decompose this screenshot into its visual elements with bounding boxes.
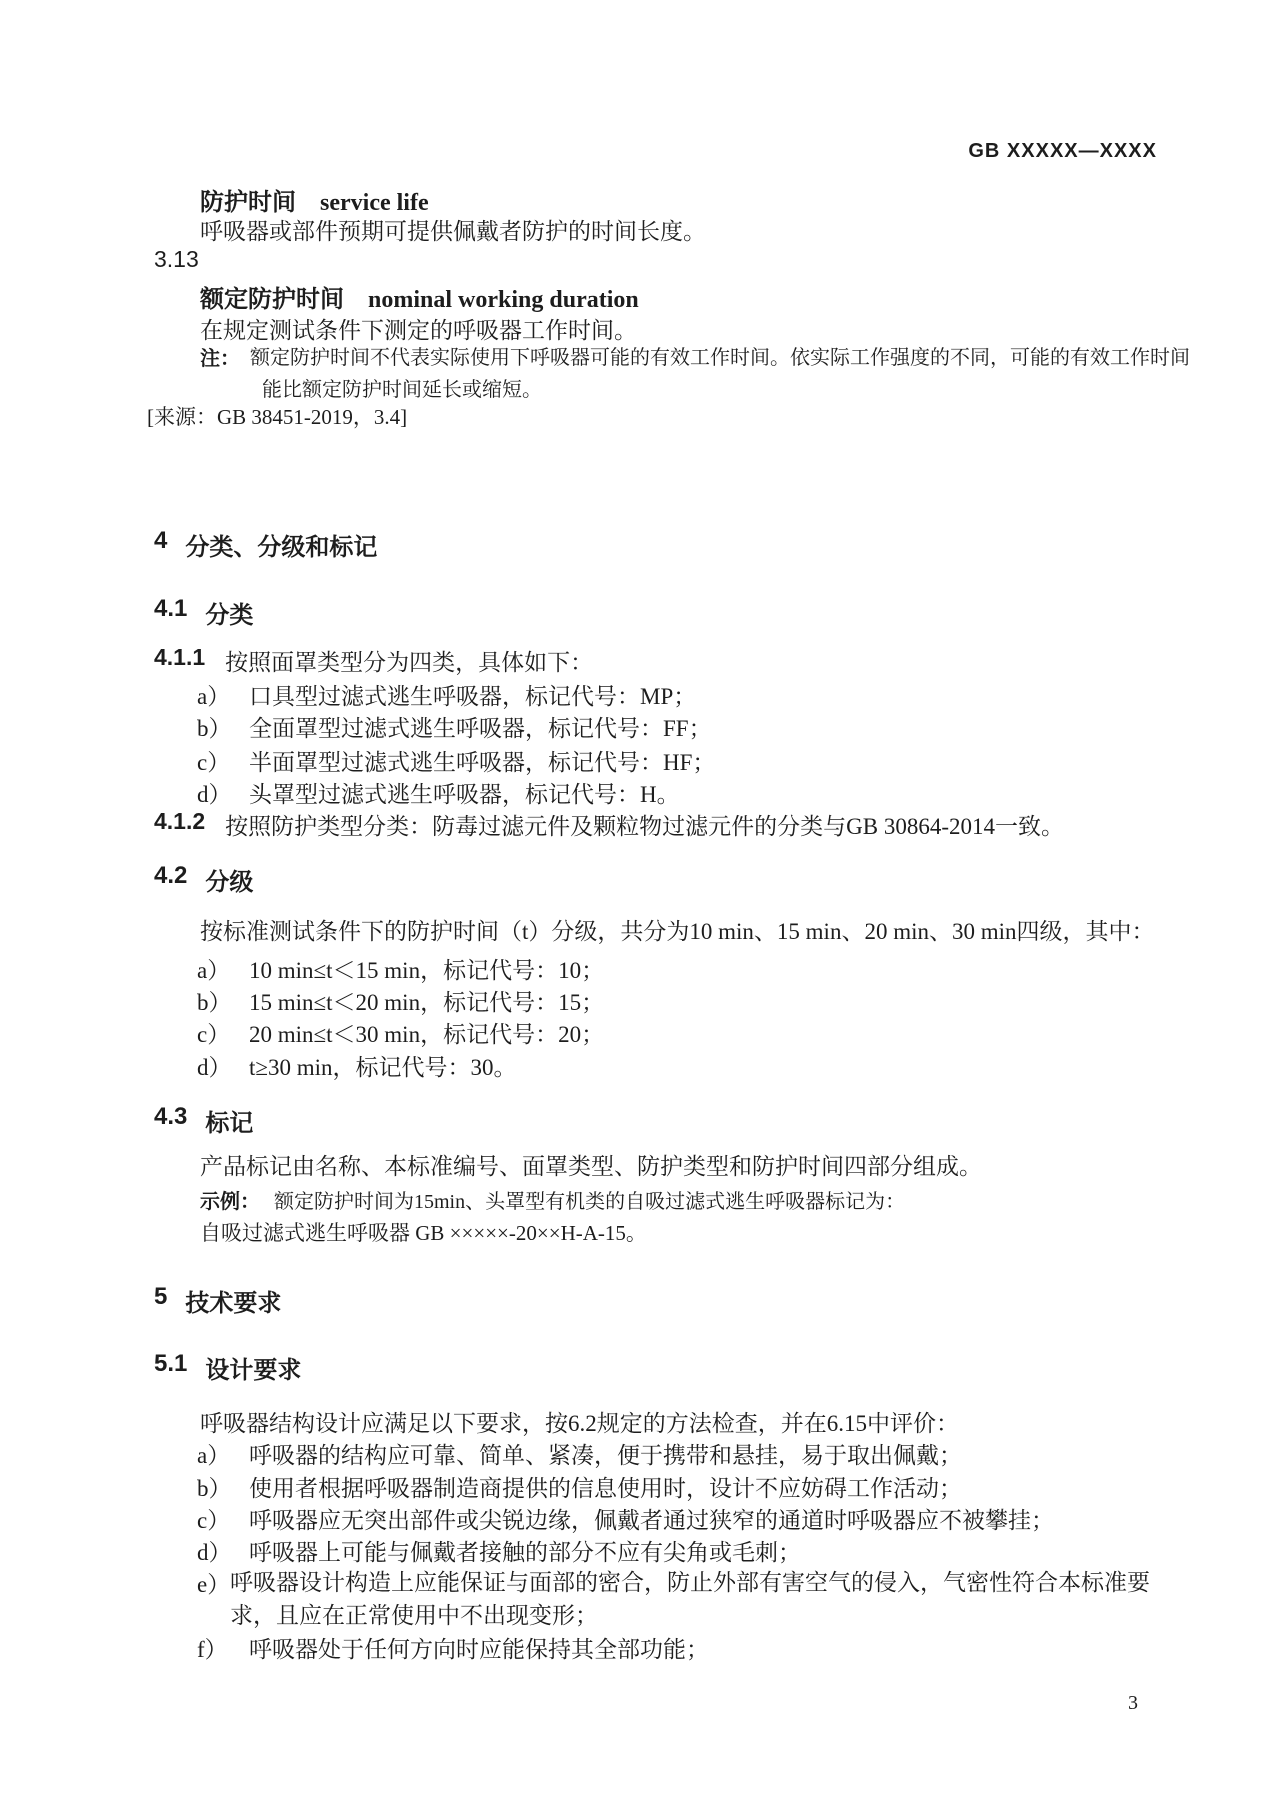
note-line: 能比额定防护时间延长或缩短。 <box>262 379 542 401</box>
note-text <box>250 342 1190 406</box>
standard-number-header: GB XXXXX—XXXX <box>968 140 1157 162</box>
term-heading-nominal-working-duration <box>200 279 639 314</box>
section-title: 技术要求 <box>185 1290 282 1317</box>
term-definition: 呼吸器或部件预期可提供佩戴者防护的时间长度。 <box>200 219 706 244</box>
list-item-label: b） <box>197 1476 232 1501</box>
source-reference: [来源：GB 38451-2019，3.4] <box>147 405 408 429</box>
section-number: 5.1 <box>154 1350 188 1377</box>
list-item <box>197 1437 962 1470</box>
list-item-label: d） <box>197 1055 232 1080</box>
example-block <box>200 1185 905 1214</box>
list-item <box>197 1631 709 1664</box>
clause-number-3-13: 3.13 <box>154 246 199 272</box>
list-item <box>197 776 680 809</box>
list-item-text: 全面罩型过滤式逃生呼吸器，标记代号：FF； <box>249 716 712 741</box>
section-title: 分类 <box>205 602 254 629</box>
list-item-label: a） <box>197 958 231 983</box>
list-item <box>197 710 712 743</box>
section-4-2-heading <box>154 862 253 897</box>
section-number: 5 <box>154 1283 168 1310</box>
list-item-text: 15 min≤t＜20 min，标记代号：15； <box>249 990 605 1015</box>
section-number: 4.2 <box>154 862 188 889</box>
term-heading-service-life <box>200 182 429 217</box>
clause-number: 4.1.1 <box>154 644 206 670</box>
list-item-text: 呼吸器处于任何方向时应能保持其全部功能； <box>249 1637 709 1662</box>
list-item-label: a） <box>197 1443 231 1468</box>
clause-4-1-2 <box>154 808 1064 841</box>
list-item <box>197 678 696 711</box>
term-zh: 额定防护时间 <box>200 286 344 313</box>
list-item <box>197 744 715 777</box>
section-5-heading <box>154 1283 281 1318</box>
clause-text: 按照防护类型分类：防毒过滤元件及颗粒物过滤元件的分类与GB 30864-2014一致。 <box>225 814 1065 839</box>
section-number: 4.1 <box>154 595 188 622</box>
list-item <box>197 1470 962 1503</box>
list-item-label: c） <box>197 1508 231 1533</box>
list-item-text <box>230 1566 1162 1632</box>
note-line: 额定防护时间不代表实际使用下呼吸器可能的有效工作时间。依实际工作强度的不同，可能的有效工作时间 <box>250 347 1190 369</box>
list-item-label: d） <box>197 1540 232 1565</box>
clause-4-2-intro: 按标准测试条件下的防护时间（t）分级，共分为10 min、15 min、20 min、30 min四级，其中： <box>200 919 1155 944</box>
list-item-label: d） <box>197 782 232 807</box>
page-number: 3 <box>1128 1692 1138 1714</box>
list-item-label: b） <box>197 716 232 741</box>
note-label: 注： <box>200 348 240 370</box>
list-item-text: 呼吸器上可能与佩戴者接触的部分不应有尖角或毛刺； <box>249 1540 801 1565</box>
list-item-label: c） <box>197 1022 231 1047</box>
example-label: 示例： <box>200 1191 260 1213</box>
list-item-label: c） <box>197 750 231 775</box>
clause-4-3-body: 产品标记由名称、本标准编号、面罩类型、防护类型和防护时间四部分组成。 <box>200 1154 982 1179</box>
list-item-text: 口具型过滤式逃生呼吸器，标记代号：MP； <box>249 684 697 709</box>
list-item <box>197 1016 604 1049</box>
clause-4-1-1 <box>154 644 593 677</box>
clause-text: 按照面罩类型分为四类，具体如下： <box>225 650 594 675</box>
section-number: 4.3 <box>154 1103 188 1130</box>
list-item-text: 呼吸器的结构应可靠、简单、紧凑，便于携带和悬挂，易于取出佩戴； <box>249 1443 962 1468</box>
term-en: service life <box>320 190 429 216</box>
section-title: 标记 <box>205 1110 254 1137</box>
list-item-text: 10 min≤t＜15 min，标记代号：10； <box>249 958 605 983</box>
list-item-text: 半面罩型过滤式逃生呼吸器，标记代号：HF； <box>249 750 716 775</box>
list-item-text: 使用者根据呼吸器制造商提供的信息使用时，设计不应妨碍工作活动； <box>249 1476 962 1501</box>
note-block <box>200 342 1190 406</box>
list-item <box>197 1534 801 1567</box>
section-4-1-heading <box>154 595 253 630</box>
list-item <box>197 984 604 1017</box>
list-item-label: e） <box>197 1572 231 1597</box>
term-en: nominal working duration <box>368 287 639 313</box>
clause-5-1-intro: 呼吸器结构设计应满足以下要求，按6.2规定的方法检查，并在6.15中评价： <box>200 1411 959 1436</box>
section-title: 分级 <box>205 869 254 896</box>
list-item <box>197 1049 517 1082</box>
list-item <box>197 1566 1162 1632</box>
section-4-3-heading <box>154 1103 253 1138</box>
list-item-text: 呼吸器应无突出部件或尖锐边缘，佩戴者通过狭窄的通道时呼吸器应不被攀挂； <box>249 1508 1054 1533</box>
section-5-1-heading <box>154 1350 301 1385</box>
list-item-label: a） <box>197 684 231 709</box>
product-marking-example: 自吸过滤式逃生呼吸器 GB ×××××-20××H-A-15。 <box>200 1221 647 1245</box>
list-item <box>197 1502 1054 1535</box>
clause-number: 4.1.2 <box>154 808 206 834</box>
term-zh: 防护时间 <box>200 189 296 216</box>
list-item-label: b） <box>197 990 232 1015</box>
list-item-text: 20 min≤t＜30 min，标记代号：20； <box>249 1022 605 1047</box>
list-item-text-line1: 呼吸器设计构造上应能保证与面部的密合，防止外部有害空气的侵入，气密性符合本标准要求， <box>230 1570 1150 1628</box>
section-title: 分类、分级和标记 <box>185 534 378 561</box>
list-item-text: t≥30 min，标记代号：30。 <box>249 1055 517 1080</box>
example-text: 额定防护时间为15min、头罩型有机类的自吸过滤式逃生呼吸器标记为： <box>274 1191 906 1213</box>
list-item-text-line2: 且应在正常使用中不出现变形； <box>276 1603 598 1628</box>
term-definition: 在规定测试条件下测定的呼吸器工作时间。 <box>200 318 637 343</box>
list-item <box>197 952 604 985</box>
list-item-text: 头罩型过滤式逃生呼吸器，标记代号：H。 <box>249 782 680 807</box>
list-item-label: f） <box>197 1637 228 1662</box>
section-4-heading <box>154 527 377 562</box>
section-number: 4 <box>154 527 168 554</box>
section-title: 设计要求 <box>205 1357 302 1384</box>
